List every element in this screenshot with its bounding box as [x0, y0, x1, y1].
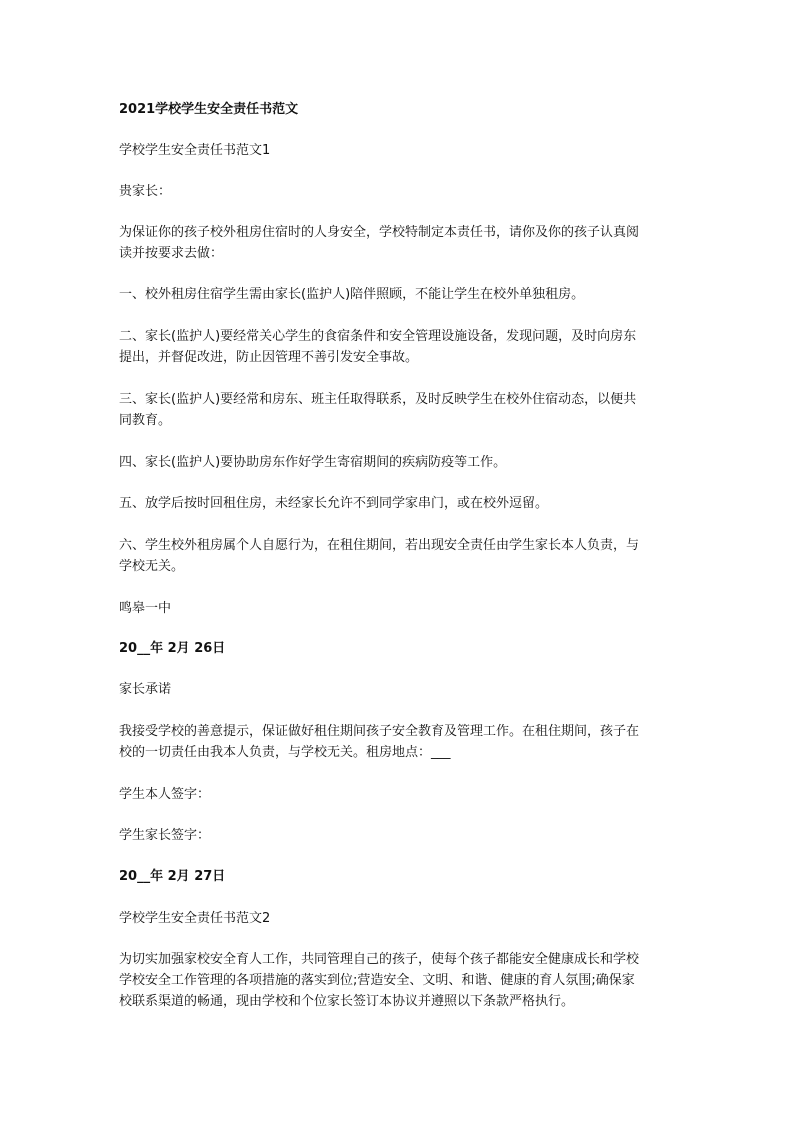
- para2-line-2: 学校安全工作管理的各项措施的落实到位;营造安全、文明、和谐、健康的育人氛围;确保家: [119, 973, 635, 988]
- intro-line-1: 为保证你的孩子校外租房住宿时的人身安全，学校特制定本责任书，请你及你的孩子认真阅: [119, 225, 640, 240]
- item-5: 五、放学后按时回租住房，未经家长允许不到同学家串门，或在校外逗留。: [119, 496, 549, 511]
- pledge-line-2: 校的一切责任由我本人负责，与学校无关。租房地点：___: [119, 745, 451, 760]
- item-3-line-1: 三、家长(监护人)要经常和房东、班主任取得联系，及时反映学生在校外住宿动态，以便共: [119, 392, 637, 407]
- para2-line-1: 为切实加强家校安全育人工作，共同管理自己的孩子，使每个孩子都能安全健康成长和学校: [119, 952, 640, 967]
- pledge-line-1: 我接受学校的善意提示，保证做好租住期间孩子安全教育及管理工作。在租住期间，孩子在: [119, 724, 640, 739]
- item-1: 一、校外租房住宿学生需由家长(监护人)陪伴照顾，不能让学生在校外单独租房。: [119, 287, 585, 302]
- item-4: 四、家长(监护人)要协助房东作好学生寄宿期间的疾病防疫等工作。: [119, 455, 507, 470]
- student-signature: 学生本人签字：: [119, 787, 211, 802]
- salutation: 贵家长：: [119, 184, 172, 199]
- parent-pledge-heading: 家长承诺: [119, 682, 172, 697]
- intro-line-2: 读并按要求去做：: [119, 246, 224, 261]
- parent-signature: 学生家长签字：: [119, 828, 211, 843]
- item-6-line-2: 学校无关。: [119, 559, 185, 574]
- date-1: 20__年 2月 26日: [119, 641, 226, 656]
- para2-line-3: 校联系渠道的畅通，现由学校和个位家长签订本协议并遵照以下条款严格执行。: [119, 994, 575, 1009]
- item-3-line-2: 同教育。: [119, 413, 172, 428]
- item-2-line-1: 二、家长(监护人)要经常关心学生的食宿条件和安全管理设施设备，发现问题，及时向房东: [119, 329, 637, 344]
- section2-heading: 学校学生安全责任书范文2: [119, 911, 271, 926]
- school-name: 鸣皋一中: [119, 601, 172, 616]
- document-title: 2021学校学生安全责任书范文: [119, 102, 299, 117]
- item-2-line-2: 提出，并督促改进，防止因管理不善引发安全事故。: [119, 350, 419, 365]
- item-6-line-1: 六、学生校外租房属个人自愿行为，在租住期间，若出现安全责任由学生家长本人负责，与: [119, 538, 640, 553]
- date-2: 20__年 2月 27日: [119, 869, 226, 884]
- section1-heading: 学校学生安全责任书范文1: [119, 143, 271, 158]
